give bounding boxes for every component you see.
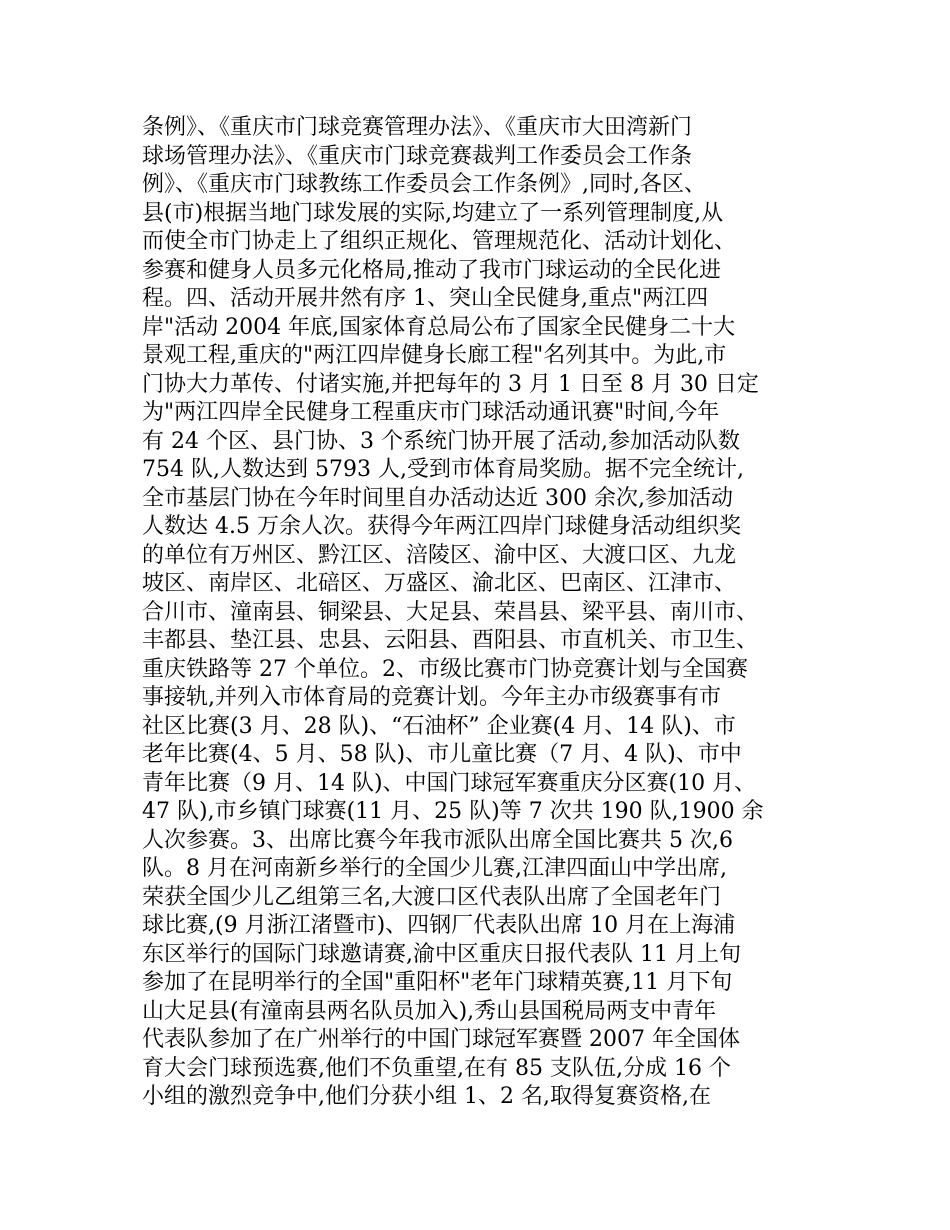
text-line: 球比赛,(9 月浙江渚暨市)、四钢厂代表队出席 10 月在上海浦 — [142, 913, 736, 938]
text-line: 合川市、潼南县、铜梁县、大足县、荣昌县、梁平县、南川市、 — [142, 599, 759, 625]
text-line: 岸"活动 2004 年底,国家体育总局公布了国家全民健身二十大 — [142, 314, 736, 340]
text-line: 参赛和健身人员多元化格局,推动了我市门球运动的全民化进 — [142, 257, 721, 283]
text-line: 程。四、活动开展井然有序 1、突山全民健身,重点"两江四 — [142, 286, 709, 311]
text-line: 的单位有万州区、黔江区、涪陵区、渝中区、大渡口区、九龙 — [142, 542, 737, 568]
text-line: 景观工程,重庆的"两江四岸健身长廊工程"名列其中。为此,市 — [142, 343, 727, 368]
text-line: 参加了在昆明举行的全国"重阳杯"老年门球精英赛,11 月下旬 — [142, 970, 733, 995]
text-line: 代表队参加了在广州举行的中国门球冠军赛暨 2007 年全国体 — [142, 1027, 740, 1052]
text-line: 人次参赛。3、出席比赛今年我市派队出席全国比赛共 5 次,6 — [142, 827, 733, 853]
text-line: 坡区、南岸区、北碚区、万盛区、渝北区、巴南区、江津市、 — [142, 571, 737, 596]
text-line: 小组的激烈竞争中,他们分获小组 1、2 名,取得复赛资格,在 — [142, 1084, 711, 1109]
text-line: 条例》、《重庆市门球竞赛管理办法》、《重庆市大田湾新门 — [142, 115, 693, 140]
text-line: 县(市)根据当地门球发展的实际,均建立了一系列管理制度,从 — [142, 200, 724, 226]
text-line: 丰都县、垫江县、忠县、云阳县、酉阳县、市直机关、市卫生、 — [142, 628, 759, 653]
text-line: 事接轨,并列入市体育局的竞赛计划。今年主办市级赛事有市 — [142, 685, 721, 710]
text-line: 重庆铁路等 27 个单位。2、市级比赛市门协竞赛计划与全国赛 — [142, 656, 748, 682]
text-line: 全市基层门协在今年时间里自办活动达近 300 余次,参加活动 — [142, 485, 733, 511]
text-line: 荣获全国少儿乙组第三名,大渡口区代表队出席了全国老年门 — [142, 884, 721, 910]
text-line: 为"两江四岸全民健身工程重庆市门球活动通讯赛"时间,今年 — [142, 400, 720, 425]
text-line: 山大足县(有潼南县两名队员加入),秀山县国税局两支中青年 — [142, 998, 717, 1024]
text-line: 东区举行的国际门球邀请赛,渝中区重庆日报代表队 11 月上旬 — [142, 941, 741, 967]
text-line: 754 队,人数达到 5793 人,受到市体育局奖励。据不完全统计, — [142, 457, 744, 482]
body-text — [142, 114, 842, 1112]
text-line: 社区比赛(3 月、28 队)、“石油杯” 企业赛(4 月、14 队)、市 — [142, 713, 736, 739]
text-line: 青年比赛（9 月、14 队)、中国门球冠军赛重庆分区赛(10 月、 — [142, 770, 757, 796]
text-line: 47 队),市乡镇门球赛(11 月、25 队)等 7 次共 190 队,1900 余 — [142, 799, 764, 824]
text-line: 有 24 个区、县门协、3 个系统门协开展了活动,参加活动队数 — [142, 428, 740, 454]
text-line: 球场管理办法》、《重庆市门球竞赛裁判工作委员会工作条 — [142, 143, 693, 169]
text-line: 人数达 4.5 万余人次。获得今年两江四岸门球健身活动组织奖 — [142, 514, 741, 539]
text-line: 门协大力革传、付诸实施,并把每年的 3 月 1 日至 8 月 30 日定 — [142, 371, 759, 397]
text-line: 老年比赛(4、5 月、58 队)、市儿童比赛（7 月、4 队)、市中 — [142, 742, 742, 767]
text-line: 而使全市门协走上了组织正规化、管理规范化、活动计划化、 — [142, 229, 737, 254]
text-line: 例》、《重庆市门球教练工作委员会工作条例》,同时,各区、 — [142, 172, 706, 197]
text-line: 育大会门球预选赛,他们不负重望,在有 85 支队伍,分成 16 个 — [142, 1055, 731, 1081]
text-line: 队。8 月在河南新乡举行的全国少儿赛,江津四面山中学出席, — [142, 856, 727, 881]
